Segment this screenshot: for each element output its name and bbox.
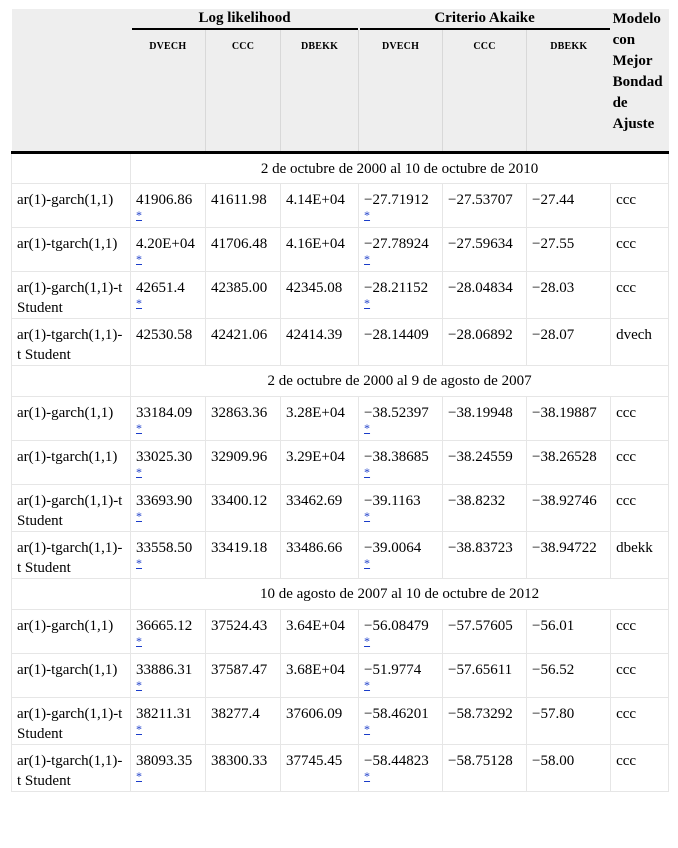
model-name: ar(1)-garch(1,1)-t Student bbox=[12, 485, 131, 532]
aic-ccc-cell: −57.65611 bbox=[443, 654, 527, 698]
aic-dvech-cell bbox=[359, 228, 443, 272]
footnote-star-link[interactable]: * bbox=[136, 208, 142, 222]
aic-dbekk-cell: −58.00 bbox=[527, 745, 611, 792]
ll-dvech-cell bbox=[131, 610, 206, 654]
aic-dvech-cell bbox=[359, 745, 443, 792]
ll-ccc-cell: 42421.06 bbox=[206, 319, 281, 366]
aic-ccc-cell: −28.04834 bbox=[443, 272, 527, 319]
period-blank-cell bbox=[12, 579, 131, 610]
footnote-star-link[interactable]: * bbox=[364, 556, 371, 570]
ll-dvech-cell-value: 42530.58 bbox=[136, 327, 193, 343]
results-table-container bbox=[11, 9, 668, 792]
model-name: ar(1)-garch(1,1)-t Student bbox=[12, 698, 131, 745]
ll-dvech-cell-value: 33886.31 bbox=[136, 662, 193, 678]
footnote-star-link[interactable]: * bbox=[364, 634, 371, 648]
subheader-ll-ccc: CCC bbox=[206, 30, 281, 153]
aic-ccc-cell: −27.53707 bbox=[443, 184, 527, 228]
subheader-ll-dvech: DVECH bbox=[131, 30, 206, 153]
ll-dvech-cell bbox=[131, 228, 206, 272]
ll-ccc-cell: 33400.12 bbox=[206, 485, 281, 532]
aic-dvech-cell-value: −28.14409 bbox=[364, 327, 429, 343]
aic-dvech-cell bbox=[359, 698, 443, 745]
aic-ccc-cell: −38.8232 bbox=[443, 485, 527, 532]
ll-dvech-cell-value: 33184.09 bbox=[136, 405, 193, 421]
aic-dvech-cell-value: −38.38685 bbox=[364, 449, 429, 465]
period-blank-cell bbox=[12, 153, 131, 184]
subheader-aic-ccc: CCC bbox=[443, 30, 527, 153]
ll-ccc-cell: 42385.00 bbox=[206, 272, 281, 319]
aic-dvech-cell bbox=[359, 532, 443, 579]
aic-dbekk-cell: −38.26528 bbox=[527, 441, 611, 485]
model-name: ar(1)-tgarch(1,1) bbox=[12, 654, 131, 698]
aic-dvech-cell bbox=[359, 485, 443, 532]
aic-dvech-cell-value: −28.21152 bbox=[364, 280, 429, 296]
best-model-cell: ccc bbox=[611, 184, 669, 228]
footnote-star-link[interactable]: * bbox=[136, 465, 142, 479]
model-name: ar(1)-tgarch(1,1)-t Student bbox=[12, 532, 131, 579]
best-model-cell: ccc bbox=[611, 485, 669, 532]
aic-dvech-cell-value: −27.71912 bbox=[364, 192, 429, 208]
best-model-cell: ccc bbox=[611, 610, 669, 654]
aic-ccc-cell: −58.73292 bbox=[443, 698, 527, 745]
ll-dvech-cell bbox=[131, 745, 206, 792]
aic-dvech-cell-value: −58.46201 bbox=[364, 706, 429, 722]
aic-dbekk-cell: −28.03 bbox=[527, 272, 611, 319]
ll-ccc-cell: 38277.4 bbox=[206, 698, 281, 745]
ll-dvech-cell bbox=[131, 654, 206, 698]
aic-dbekk-cell: −27.44 bbox=[527, 184, 611, 228]
model-name: ar(1)-garch(1,1) bbox=[12, 184, 131, 228]
table-row bbox=[12, 485, 669, 532]
best-model-cell: ccc bbox=[611, 698, 669, 745]
table-header bbox=[12, 9, 669, 153]
aic-dvech-cell bbox=[359, 654, 443, 698]
aic-dvech-cell-value: −27.78924 bbox=[364, 236, 429, 252]
aic-dvech-cell-value: −38.52397 bbox=[364, 405, 429, 421]
ll-ccc-cell: 32863.36 bbox=[206, 397, 281, 441]
footnote-star-link[interactable]: * bbox=[364, 465, 371, 479]
aic-dvech-cell-value: −58.44823 bbox=[364, 753, 429, 769]
ll-dvech-cell-value: 33558.50 bbox=[136, 540, 193, 556]
ll-ccc-cell: 41706.48 bbox=[206, 228, 281, 272]
ll-dvech-cell bbox=[131, 272, 206, 319]
table-row bbox=[12, 698, 669, 745]
ll-dbekk-cell: 33462.69 bbox=[281, 485, 359, 532]
ll-dvech-cell bbox=[131, 532, 206, 579]
aic-ccc-cell: −58.75128 bbox=[443, 745, 527, 792]
footnote-star-link[interactable]: * bbox=[136, 296, 142, 310]
period-row bbox=[12, 366, 669, 397]
table-row bbox=[12, 319, 669, 366]
ll-dvech-cell-value: 38211.31 bbox=[136, 706, 192, 722]
aic-dbekk-cell: −56.52 bbox=[527, 654, 611, 698]
best-model-cell: ccc bbox=[611, 228, 669, 272]
footnote-star-link[interactable]: * bbox=[364, 678, 371, 692]
footnote-star-link[interactable]: * bbox=[136, 722, 142, 736]
ll-ccc-cell: 38300.33 bbox=[206, 745, 281, 792]
ll-dbekk-cell: 3.64E+04 bbox=[281, 610, 359, 654]
footnote-star-link[interactable]: * bbox=[136, 252, 142, 266]
model-name: ar(1)-garch(1,1)-t Student bbox=[12, 272, 131, 319]
aic-dbekk-cell: −56.01 bbox=[527, 610, 611, 654]
ll-dbekk-cell: 37745.45 bbox=[281, 745, 359, 792]
aic-dbekk-cell: −38.94722 bbox=[527, 532, 611, 579]
footnote-star-link[interactable]: * bbox=[136, 556, 142, 570]
ll-dvech-cell bbox=[131, 698, 206, 745]
footnote-star-link[interactable]: * bbox=[364, 769, 371, 783]
aic-dbekk-cell: −27.55 bbox=[527, 228, 611, 272]
aic-dvech-cell bbox=[359, 319, 443, 366]
model-name: ar(1)-tgarch(1,1)-t Student bbox=[12, 745, 131, 792]
period-label: 2 de octubre de 2000 al 10 de octubre de 2010 bbox=[131, 153, 669, 184]
table-row bbox=[12, 654, 669, 698]
footnote-star-link[interactable]: * bbox=[136, 634, 142, 648]
results-table bbox=[11, 9, 669, 792]
best-model-cell: ccc bbox=[611, 272, 669, 319]
aic-dvech-cell bbox=[359, 272, 443, 319]
footnote-star-link[interactable]: * bbox=[136, 769, 142, 783]
ll-dbekk-cell: 4.14E+04 bbox=[281, 184, 359, 228]
period-blank-cell bbox=[12, 366, 131, 397]
ll-dbekk-cell: 3.29E+04 bbox=[281, 441, 359, 485]
table-row bbox=[12, 532, 669, 579]
header-corner bbox=[12, 9, 131, 153]
header-best-model: Modelo con Mejor Bondad de Ajuste bbox=[611, 9, 669, 153]
table-row bbox=[12, 745, 669, 792]
period-label: 10 de agosto de 2007 al 10 de octubre de 2012 bbox=[131, 579, 669, 610]
aic-ccc-cell: −38.24559 bbox=[443, 441, 527, 485]
table-row bbox=[12, 441, 669, 485]
aic-dvech-cell bbox=[359, 441, 443, 485]
ll-ccc-cell: 37524.43 bbox=[206, 610, 281, 654]
table-row bbox=[12, 610, 669, 654]
footnote-star-link[interactable]: * bbox=[136, 678, 142, 692]
aic-ccc-cell: −38.19948 bbox=[443, 397, 527, 441]
best-model-cell: dvech bbox=[611, 319, 669, 366]
footnote-star-link[interactable]: * bbox=[364, 722, 371, 736]
aic-dvech-cell-value: −39.0064 bbox=[364, 540, 422, 556]
ll-dvech-cell-value: 33693.90 bbox=[136, 493, 193, 509]
aic-dbekk-cell: −38.19887 bbox=[527, 397, 611, 441]
period-row bbox=[12, 579, 669, 610]
best-model-cell: ccc bbox=[611, 745, 669, 792]
aic-ccc-cell: −28.06892 bbox=[443, 319, 527, 366]
ll-ccc-cell: 32909.96 bbox=[206, 441, 281, 485]
aic-dvech-cell-value: −39.1163 bbox=[364, 493, 421, 509]
model-name: ar(1)-garch(1,1) bbox=[12, 610, 131, 654]
ll-dvech-cell bbox=[131, 319, 206, 366]
period-label: 2 de octubre de 2000 al 9 de agosto de 2007 bbox=[131, 366, 669, 397]
ll-dbekk-cell: 42345.08 bbox=[281, 272, 359, 319]
model-name: ar(1)-tgarch(1,1)-t Student bbox=[12, 319, 131, 366]
ll-dvech-cell bbox=[131, 485, 206, 532]
subheader-aic-dvech: DVECH bbox=[359, 30, 443, 153]
aic-dvech-cell-value: −51.9774 bbox=[364, 662, 422, 678]
subheader-aic-dbekk: DBEKK bbox=[527, 30, 611, 153]
aic-ccc-cell: −38.83723 bbox=[443, 532, 527, 579]
model-name: ar(1)-garch(1,1) bbox=[12, 397, 131, 441]
table-row bbox=[12, 272, 669, 319]
aic-dbekk-cell: −38.92746 bbox=[527, 485, 611, 532]
aic-dbekk-cell: −28.07 bbox=[527, 319, 611, 366]
ll-dvech-cell bbox=[131, 184, 206, 228]
footnote-star-link[interactable]: * bbox=[364, 252, 371, 266]
footnote-star-link[interactable]: * bbox=[364, 208, 371, 222]
ll-dvech-cell-value: 42651.4 bbox=[136, 280, 185, 296]
best-model-cell: ccc bbox=[611, 397, 669, 441]
ll-ccc-cell: 37587.47 bbox=[206, 654, 281, 698]
ll-dvech-cell-value: 36665.12 bbox=[136, 618, 193, 634]
period-row bbox=[12, 153, 669, 184]
aic-dvech-cell bbox=[359, 184, 443, 228]
best-model-cell: ccc bbox=[611, 441, 669, 485]
ll-dvech-cell bbox=[131, 397, 206, 441]
footnote-star-link[interactable]: * bbox=[364, 421, 371, 435]
aic-dvech-cell bbox=[359, 610, 443, 654]
ll-dvech-cell-value: 33025.30 bbox=[136, 449, 193, 465]
best-model-cell: ccc bbox=[611, 654, 669, 698]
aic-ccc-cell: −27.59634 bbox=[443, 228, 527, 272]
footnote-star-link[interactable]: * bbox=[136, 421, 142, 435]
ll-dvech-cell-value: 4.20E+04 bbox=[136, 236, 195, 252]
aic-dvech-cell-value: −56.08479 bbox=[364, 618, 429, 634]
ll-dbekk-cell: 37606.09 bbox=[281, 698, 359, 745]
best-model-cell: dbekk bbox=[611, 532, 669, 579]
header-criterio-akaike: Criterio Akaike bbox=[359, 9, 611, 30]
table-row bbox=[12, 397, 669, 441]
ll-ccc-cell: 41611.98 bbox=[206, 184, 281, 228]
footnote-star-link[interactable]: * bbox=[136, 509, 142, 523]
model-name: ar(1)-tgarch(1,1) bbox=[12, 228, 131, 272]
ll-dbekk-cell: 3.28E+04 bbox=[281, 397, 359, 441]
ll-ccc-cell: 33419.18 bbox=[206, 532, 281, 579]
model-name: ar(1)-tgarch(1,1) bbox=[12, 441, 131, 485]
ll-dbekk-cell: 42414.39 bbox=[281, 319, 359, 366]
aic-dbekk-cell: −57.80 bbox=[527, 698, 611, 745]
ll-dvech-cell bbox=[131, 441, 206, 485]
ll-dbekk-cell: 3.68E+04 bbox=[281, 654, 359, 698]
table-row bbox=[12, 228, 669, 272]
footnote-star-link[interactable]: * bbox=[364, 509, 371, 523]
ll-dbekk-cell: 4.16E+04 bbox=[281, 228, 359, 272]
subheader-ll-dbekk: DBEKK bbox=[281, 30, 359, 153]
header-log-likelihood: Log likelihood bbox=[131, 9, 359, 30]
table-row bbox=[12, 184, 669, 228]
aic-ccc-cell: −57.57605 bbox=[443, 610, 527, 654]
footnote-star-link[interactable]: * bbox=[364, 296, 371, 310]
ll-dbekk-cell: 33486.66 bbox=[281, 532, 359, 579]
ll-dvech-cell-value: 41906.86 bbox=[136, 192, 193, 208]
table-body bbox=[12, 153, 669, 792]
ll-dvech-cell-value: 38093.35 bbox=[136, 753, 193, 769]
aic-dvech-cell bbox=[359, 397, 443, 441]
